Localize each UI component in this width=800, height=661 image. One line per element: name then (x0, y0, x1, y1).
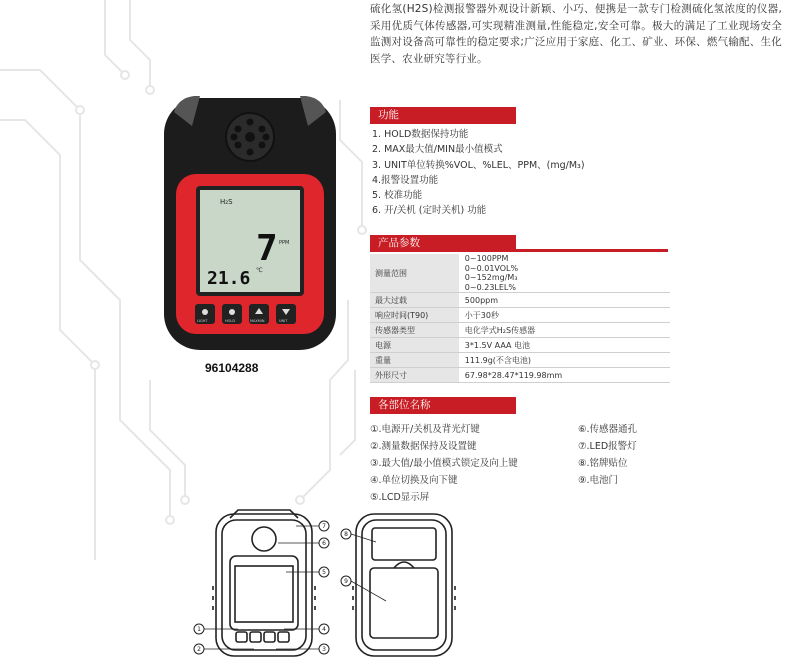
list-item: 3. UNIT单位转换%VOL、%LEL、PPM、(mg/M₃) (372, 159, 585, 171)
spec-value: 67.98*28.47*119.98mm (459, 368, 670, 383)
functions-title: 功能 (370, 107, 516, 124)
spec-key: 外形尺寸 (370, 368, 459, 383)
parts-list-right (578, 421, 637, 489)
spec-key: 传感器类型 (370, 323, 459, 338)
list-item: 1. HOLD数据保持功能 (372, 129, 469, 140)
gas-detector-device (160, 92, 340, 352)
parts-header (370, 397, 516, 414)
spec-value-line: 0~0.01VOL% (464, 263, 519, 273)
list-item: ②.测量数据保持及设置键 (370, 441, 477, 452)
callout-9: 9 (344, 578, 348, 585)
device-button-unit-label: UNIT (279, 319, 288, 323)
parts-list-left (370, 421, 518, 506)
table-row (370, 254, 670, 293)
list-item: ⑦.LED报警灯 (578, 441, 637, 452)
callout-3: 3 (322, 646, 326, 653)
specs-title: 产品参数 (370, 235, 516, 252)
list-item: ⑥.传感器通孔 (578, 424, 638, 435)
device-button-light-label: LIGHT (197, 319, 208, 323)
device-button-maxmin-label: MAXMIN (250, 319, 265, 323)
spec-value-line: 0~100PPM (464, 254, 509, 263)
specs-rule (516, 249, 668, 252)
product-code: 96104288 (205, 361, 259, 375)
parts-title: 各部位名称 (370, 397, 516, 414)
specs-table (370, 254, 670, 383)
table-row (370, 293, 670, 308)
list-item: 6. 开/关机 (定时关机) 功能 (372, 205, 487, 217)
callout-7: 7 (322, 523, 326, 530)
spec-value (459, 254, 670, 293)
spec-value: 3*1.5V AAA 电池 (459, 338, 670, 353)
callout-4: 4 (322, 626, 326, 633)
table-row (370, 308, 670, 323)
callout-2: 2 (197, 646, 201, 653)
lcd-gas-label: H₂S (220, 198, 233, 206)
list-item: ④.单位切换及向下键 (370, 475, 458, 486)
table-row (370, 353, 670, 368)
list-item: ⑤.LCD显示屏 (370, 492, 430, 503)
parts-diagram (186, 506, 606, 661)
table-row (370, 338, 670, 353)
list-item: ⑨.电池门 (578, 475, 619, 486)
list-item: 4.报警设置功能 (372, 174, 439, 186)
spec-key: 最大过载 (370, 293, 459, 308)
functions-header (370, 107, 520, 124)
device-button-hold-label: HOLD (225, 319, 236, 323)
lcd-temp-unit: ℃ (256, 267, 263, 274)
spec-key: 电源 (370, 338, 459, 353)
lcd-reading: 7 (256, 228, 278, 269)
list-item: ⑧.铭牌贴位 (578, 458, 628, 469)
table-row (370, 368, 670, 383)
spec-value: 小于30秒 (459, 308, 670, 323)
list-item: 5. 校准功能 (372, 190, 423, 202)
list-item: 2. MAX最大值/MIN最小值模式 (372, 144, 503, 156)
spec-value: 111.9g(不含电池) (459, 353, 670, 368)
spec-key: 响应时间(T90) (370, 308, 459, 323)
spec-value: 电化学式H₂S传感器 (459, 323, 670, 338)
intro-paragraph: 硫化氢(H2S)检测报警器外观设计新颖、小巧、便携是一款专门检测硫化氢浓度的仪器,采用优质气体传感器,可实现精准测量,性能稳定,安全可靠。极大的满足了工业现场安全监测对设备高可靠性的稳定要求;广泛应用于家庭、化工、矿业、环保、燃气输配、生化医学、农业研究等行业。 (370, 3, 782, 65)
callout-1: 1 (197, 626, 201, 633)
spec-value: 500ppm (459, 293, 670, 308)
table-row (370, 323, 670, 338)
spec-value-line: 0~0.23LEL% (464, 282, 516, 292)
spec-value-line: 0~152mg/M₃ (464, 273, 518, 283)
lcd-unit: PPM (279, 240, 290, 246)
spec-key: 测量范围 (370, 254, 459, 293)
callout-8: 8 (344, 531, 348, 538)
specs-header (370, 235, 668, 252)
spec-key: 重量 (370, 353, 459, 368)
list-item: ①.电源开/关机及背光灯键 (370, 424, 480, 435)
callout-6: 6 (322, 540, 326, 547)
list-item: ③.最大值/最小值模式锁定及向上键 (370, 458, 518, 469)
callout-5: 5 (322, 569, 326, 576)
functions-list (372, 127, 585, 219)
lcd-temperature: 21.6 (207, 268, 251, 289)
